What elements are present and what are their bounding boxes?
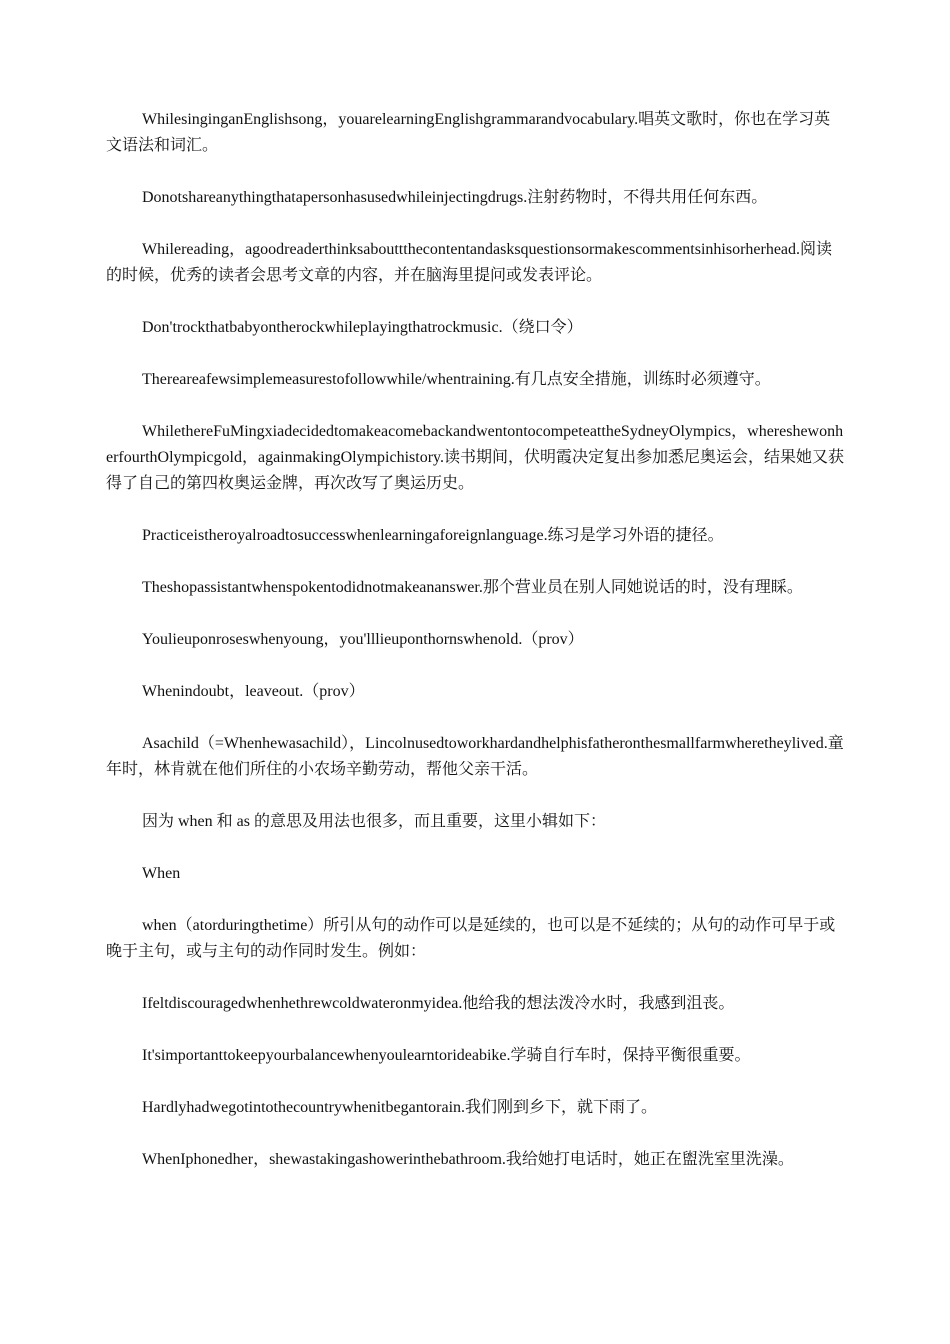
paragraph-6: WhilethereFuMingxiadecidedtomakeacomebackandwentontocompeteattheSydneyOlympics，whereshewonherfourthOlympicgold，againmakingOlympichistory.读书期间，伏明霞决定复出参加悉尼奥运会，结果她又获得了自己的第四枚奥运金牌，再次改写了奥运历史。 <box>106 423 845 492</box>
paragraph-10: Whenindoubt，leaveout.（prov） <box>142 683 365 700</box>
paragraph-5: Thereareafewsimplemeasurestofollowwhile/whentraining.有几点安全措施，训练时必须遵守。 <box>142 371 771 388</box>
paragraph-7: Practiceistheroyalroadtosuccesswhenlearningaforeignlanguage.练习是学习外语的捷径。 <box>142 527 724 544</box>
document-body <box>106 107 846 1173</box>
paragraph-2: Donotshareanythingthatapersonhasusedwhileinjectingdrugs.注射药物时，不得共用任何东西。 <box>142 189 768 206</box>
paragraph-18: WhenIphonedher，shewastakingashowerinthebathroom.我给她打电话时，她正在盥洗室里洗澡。 <box>142 1151 794 1168</box>
paragraph-16: It'simportanttokeepyourbalancewhenyoulearntorideabike.学骑自行车时，保持平衡很重要。 <box>142 1047 751 1064</box>
paragraph-3: Whilereading，agoodreaderthinksabouttthecontentandasksquestionsormakescommentsinhisorherhead.阅读的时候，优秀的读者会思考文章的内容，并在脑海里提问或发表评论。 <box>106 241 833 284</box>
paragraph-8: Theshopassistantwhenspokentodidnotmakeananswer.那个营业员在别人同她说话的时，没有理睬。 <box>142 579 803 596</box>
paragraph-9: Youlieuponroseswhenyoung，you'lllieuponthornswhenold.（prov） <box>142 631 584 648</box>
paragraph-11: Asachild（=Whenhewasachild），Lincolnusedtoworkhardandhelphisfatheronthesmallfarmwheretheylived.童年时，林肯就在他们所住的小农场辛勤劳动，帮他父亲干活。 <box>106 735 844 778</box>
paragraph-12: 因为 when 和 as 的意思及用法也很多，而且重要，这里小辑如下： <box>142 813 606 830</box>
paragraph-1: WhilesinginganEnglishsong，youarelearningEnglishgrammarandvocabulary.唱英文歌时，你也在学习英文语法和词汇。 <box>106 111 831 154</box>
paragraph-14: when（atorduringthetime）所引从句的动作可以是延续的，也可以是不延续的；从句的动作可早于或晚于主句，或与主句的动作同时发生。例如： <box>106 917 836 960</box>
paragraph-17: Hardlyhadwegotintothecountrywhenitbegantorain.我们刚到乡下，就下雨了。 <box>142 1099 658 1116</box>
paragraph-4: Don'trockthatbabyontherockwhileplayingthatrockmusic.（绕口令） <box>142 319 583 336</box>
section-heading-when: When <box>142 865 181 882</box>
paragraph-15: Ifeltdiscouragedwhenhethrewcoldwateronmyidea.他给我的想法泼冷水时，我感到沮丧。 <box>142 995 735 1012</box>
